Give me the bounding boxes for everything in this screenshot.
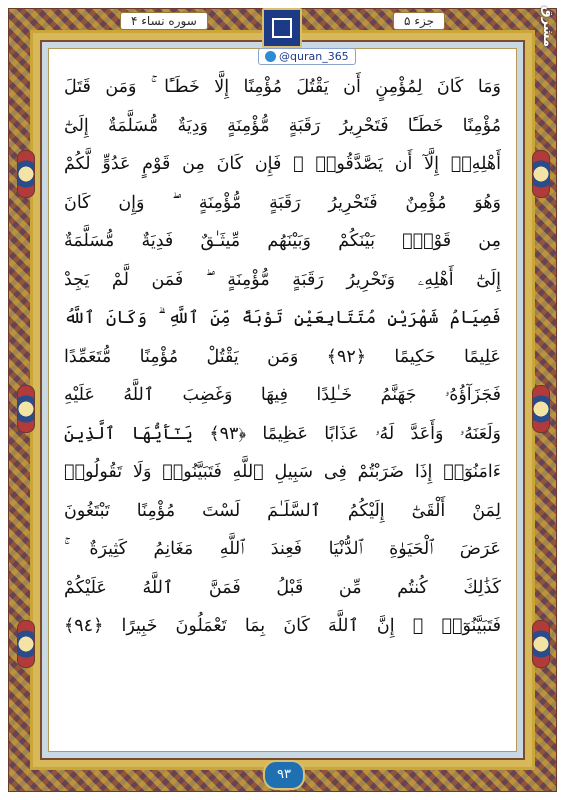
verse-line: مِن قَوْمٍۭ بَيْنَكُمْ وَبَيْنَهُم مِّيثَـٰقٌ فَدِيَةٌ مُّسَلَّمَةٌ [64, 231, 501, 251]
calligraphy-logo-icon [262, 8, 302, 48]
telegram-icon [265, 51, 276, 62]
verse-line: فَجَزَآؤُهُۥ جَهَنَّمُ خَـٰلِدًا فِيهَا وَغَضِبَ ٱللَّهُ عَلَيْهِ [64, 385, 501, 405]
page-number: ۹۳ [263, 760, 305, 790]
verse-line: كَذَٰلِكَ كُنتُم مِّن قَبْلُ فَمَنَّ ٱللَّهُ عَلَيْكُمْ [64, 577, 501, 598]
verse-line: أَهْلِهِۦٓ إِلَّآ أَن يَصَّدَّقُوا۟ ۚ فَإِن كَانَ مِن قَوْمٍ عَدُوٍّ لَّكُمْ [64, 154, 501, 174]
verse-line: فَصِيَامُ شَهْرَيْنِ مُتَتَابِعَيْنِ تَوْبَةً مِّنَ ٱللَّهِ ۗ وَكَانَ ٱللَّهُ [64, 308, 501, 328]
verse-line: عَلِيمًا حَكِيمًا ﴿٩٢﴾ وَمَن يَقْتُلْ مُؤْمِنًا مُّتَعَمِّدًا [64, 346, 501, 367]
juz-label: جزء ۵ [393, 12, 445, 30]
verse-line: فَتَبَيَّنُوٓا۟ ۚ إِنَّ ٱللَّهَ كَانَ بِمَا تَعْمَلُونَ خَبِيرًا ﴿٩٤﴾ [64, 616, 501, 636]
verse-line: عَرَضَ ٱلْحَيَوٰةِ ٱلدُّنْيَا فَعِندَ ٱللَّهِ مَغَانِمُ كَثِيرَةٌ ۚ [64, 539, 501, 559]
verse-line: وَلَعَنَهُۥ وَأَعَدَّ لَهُۥ عَذَابًا عَظِيمًا ﴿٩٣﴾ يَـٰٓأَيُّهَا ٱلَّذِينَ [64, 423, 501, 444]
side-medallion-left-bottom [17, 620, 35, 668]
side-medallion-left-middle [17, 385, 35, 433]
verses-block [64, 68, 501, 646]
telegram-handle[interactable] [258, 48, 356, 65]
side-medallion-right-middle [532, 385, 550, 433]
verse-line: إِلَىٰٓ أَهْلِهِۦ وَتَحْرِيرُ رَقَبَةٍ مُّؤْمِنَةٍ ۖ فَمَن لَّمْ يَجِدْ [64, 269, 501, 290]
verse-line: وَمَا كَانَ لِمُؤْمِنٍ أَن يَقْتُلَ مُؤْمِنًا إِلَّا خَطَـًٔا ۚ وَمَن قَتَلَ [64, 77, 501, 97]
verse-line: لِمَنْ أَلْقَىٰٓ إِلَيْكُمُ ٱلسَّلَـٰمَ لَسْتَ مُؤْمِنًا تَبْتَغُونَ [64, 500, 501, 521]
handle-text: @quran_365 [279, 50, 349, 63]
side-medallion-right-bottom [532, 620, 550, 668]
verse-line: وَهُوَ مُؤْمِنٌ فَتَحْرِيرُ رَقَبَةٍ مُّؤْمِنَةٍ ۖ وَإِن كَانَ [64, 192, 501, 213]
watermark: مشرق [540, 6, 555, 47]
verse-line: ءَامَنُوٓا۟ إِذَا ضَرَبْتُمْ فِى سَبِيلِ ٱللَّهِ فَتَبَيَّنُوا۟ وَلَا تَقُولُوا۟ [64, 462, 501, 482]
side-medallion-left-top [17, 150, 35, 198]
verse-line: مُؤْمِنًا خَطَـًٔا فَتَحْرِيرُ رَقَبَةٍ مُّؤْمِنَةٍ وَدِيَةٌ مُّسَلَّمَةٌ إِلَىٰٓ [64, 115, 501, 136]
surah-label: سوره نساء ۴ [120, 12, 208, 30]
side-medallion-right-top [532, 150, 550, 198]
